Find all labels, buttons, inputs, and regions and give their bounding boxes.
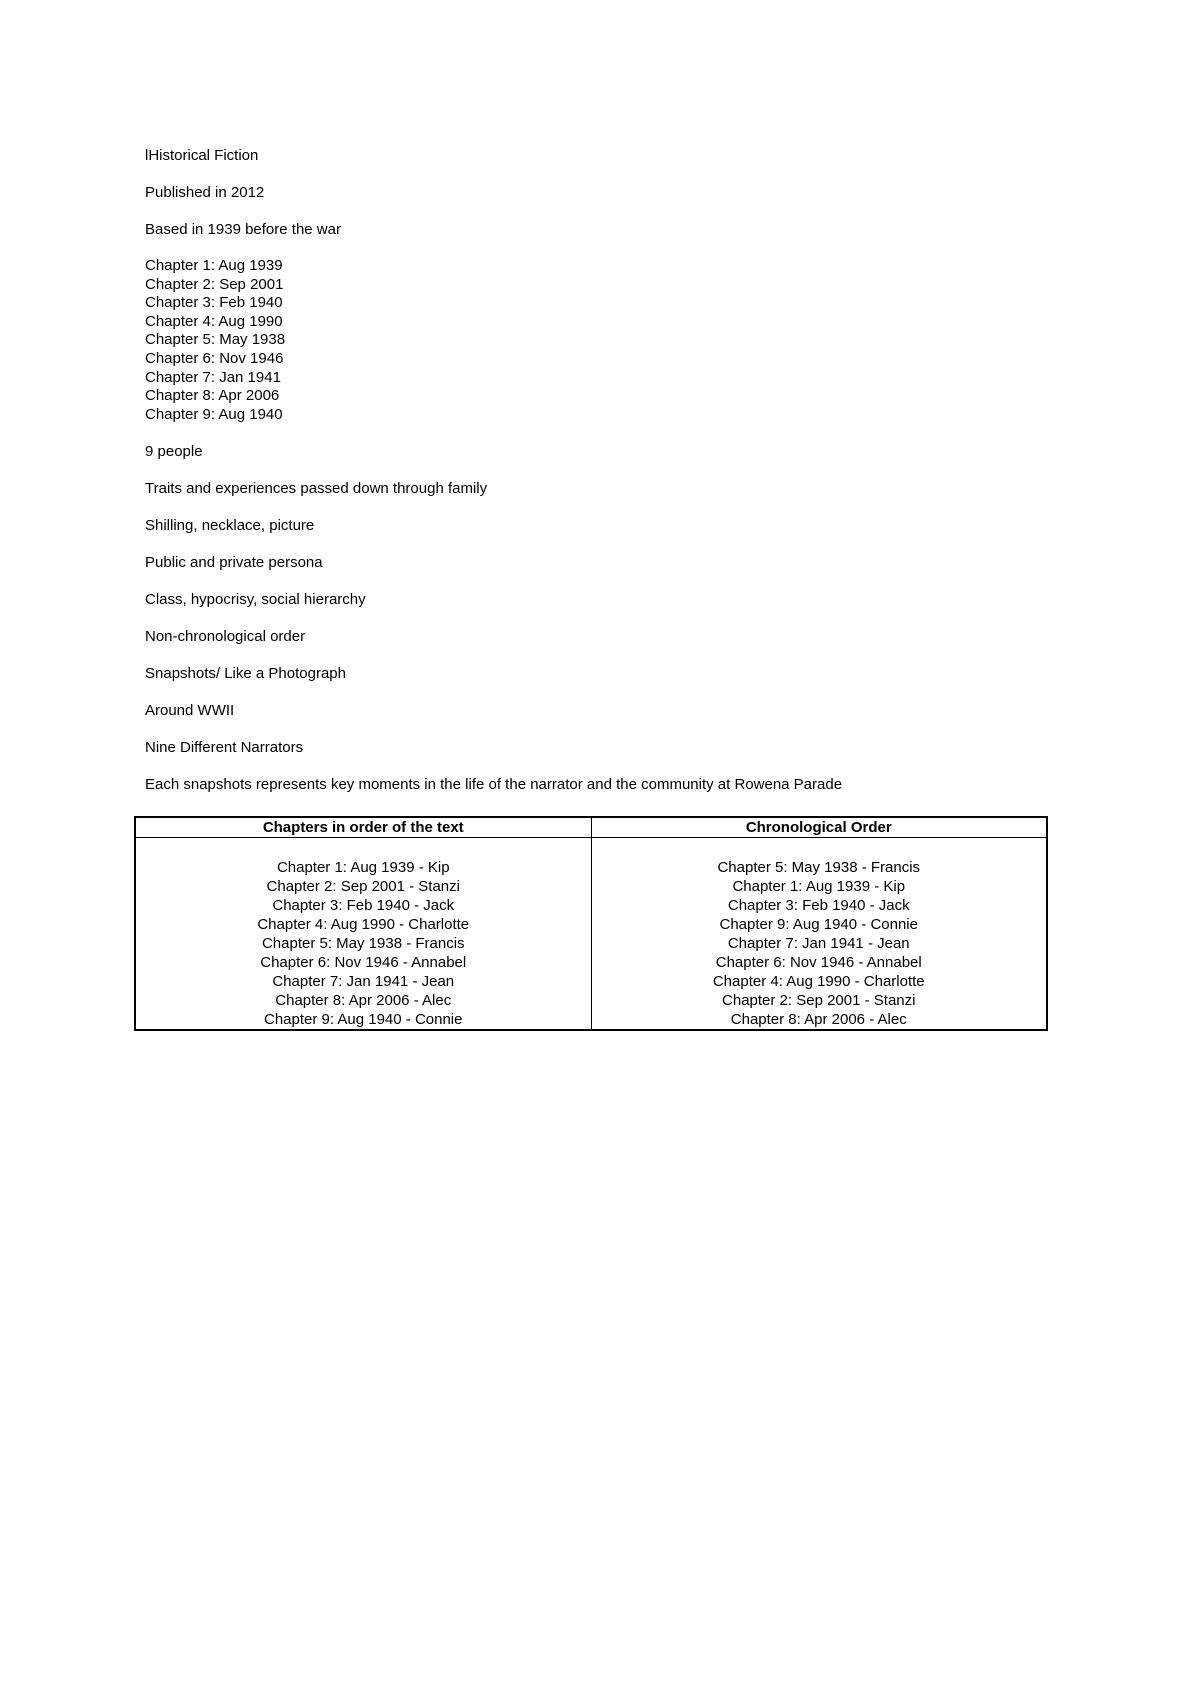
chapter-date-item: Chapter 9: Aug 1940 [145, 405, 283, 423]
theme-line: Public and private persona [145, 554, 323, 572]
table-header-row [135, 817, 1047, 838]
list-item: Chapter 9: Aug 1940 - Connie [264, 1011, 463, 1028]
theme-line: Nine Different Narrators [145, 739, 304, 757]
chapter-order-table-wrapper [134, 816, 1048, 1031]
list-item: Chapter 2: Sep 2001 - Stanzi [722, 992, 916, 1009]
chapter-date-item: Chapter 5: May 1938 [145, 331, 286, 349]
list-item: Chapter 9: Aug 1940 - Connie [719, 916, 918, 933]
header-text-order: Chapters in order of the text [135, 817, 591, 838]
theme-line: Non-chronological order [145, 628, 306, 646]
genre-line: lHistorical Fiction [145, 147, 259, 164]
chapter-date-item: Chapter 2: Sep 2001 [145, 275, 284, 293]
list-item: Chapter 3: Feb 1940 - Jack [727, 897, 910, 914]
chapter-date-list [145, 257, 1075, 424]
chapter-date-item: Chapter 7: Jan 1941 [145, 368, 281, 386]
chapter-date-item: Chapter 3: Feb 1940 [145, 294, 283, 312]
chronological-order-cell [591, 838, 1047, 1031]
list-item: Chapter 5: May 1938 - Francis [261, 935, 465, 952]
people-line: 9 people [145, 443, 203, 461]
list-item: Chapter 6: Nov 1946 - Annabel [260, 954, 467, 971]
header-chronological-order: Chronological Order [591, 817, 1047, 838]
theme-line: Shilling, necklace, picture [145, 517, 315, 535]
list-item: Chapter 2: Sep 2001 - Stanzi [266, 878, 460, 895]
list-item: Chapter 1: Aug 1939 - Kip [276, 859, 450, 876]
chapter-date-item: Chapter 8: Apr 2006 [145, 387, 280, 405]
list-item: Chapter 5: May 1938 - Francis [717, 859, 921, 876]
theme-line: Each snapshots represents key moments in the life of the narrator and the community at Rowena Parade [145, 776, 843, 794]
list-item: Chapter 8: Apr 2006 - Alec [730, 1011, 907, 1028]
list-item: Chapter 7: Jan 1941 - Jean [727, 935, 910, 952]
list-item: Chapter 6: Nov 1946 - Annabel [715, 954, 922, 971]
theme-line: Traits and experiences passed down through family [145, 480, 488, 498]
setting-line: Based in 1939 before the war [145, 221, 341, 238]
theme-line: Snapshots/ Like a Photograph [145, 665, 346, 683]
theme-line: Class, hypocrisy, social hierarchy [145, 591, 366, 609]
table-row [135, 838, 1047, 1031]
list-item: Chapter 4: Aug 1990 - Charlotte [712, 973, 925, 990]
published-line: Published in 2012 [145, 184, 265, 201]
theme-line: Around WWII [145, 702, 235, 720]
chapter-date-item: Chapter 1: Aug 1939 [145, 257, 283, 274]
chapter-date-item: Chapter 4: Aug 1990 [145, 312, 283, 330]
list-item: Chapter 3: Feb 1940 - Jack [272, 897, 455, 914]
document-page [145, 146, 1075, 812]
list-item: Chapter 1: Aug 1939 - Kip [732, 878, 906, 895]
list-item: Chapter 4: Aug 1990 - Charlotte [257, 916, 470, 933]
chapter-date-item: Chapter 6: Nov 1946 [145, 349, 284, 367]
chapter-order-table [134, 816, 1048, 1031]
list-item: Chapter 8: Apr 2006 - Alec [275, 992, 452, 1009]
text-order-cell [135, 838, 591, 1031]
notes-section [145, 146, 1075, 794]
list-item: Chapter 7: Jan 1941 - Jean [272, 973, 455, 990]
